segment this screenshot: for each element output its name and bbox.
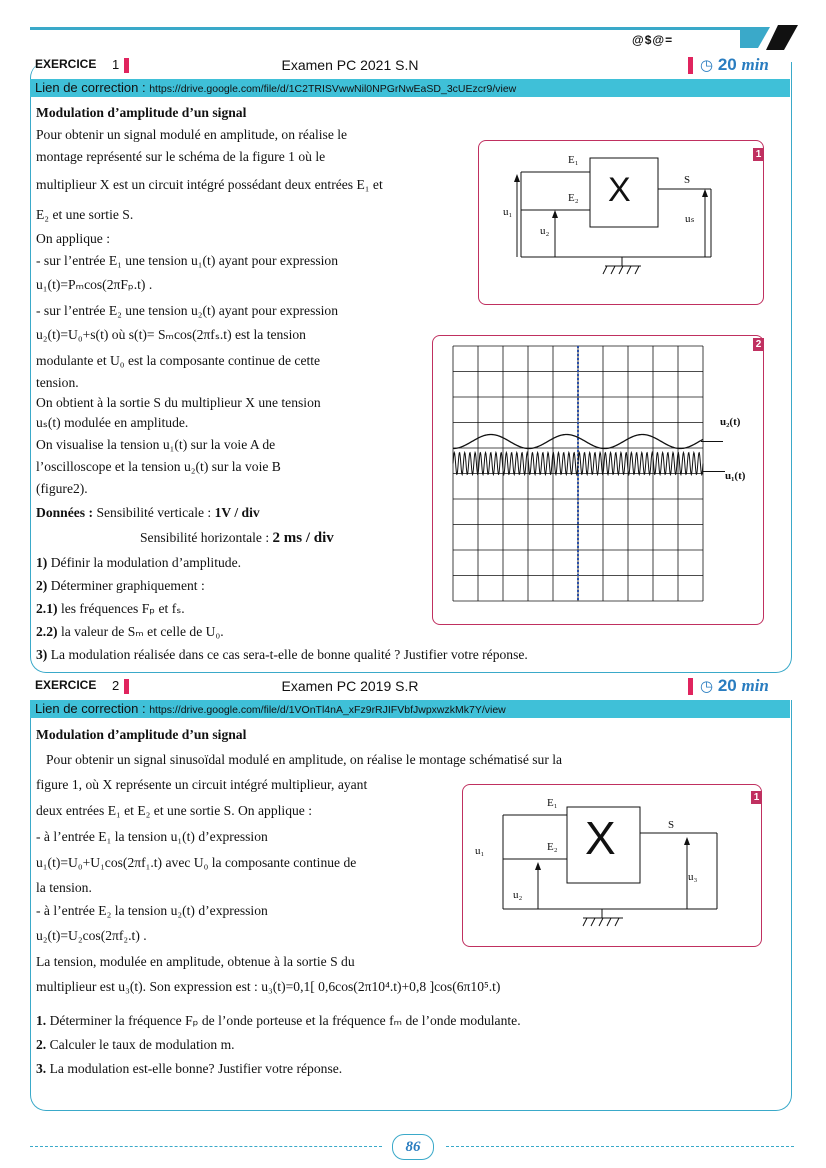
figure-tag: 1 <box>753 148 764 161</box>
circuit-diagram <box>463 785 761 946</box>
exercise-label: EXERCICE <box>35 57 97 71</box>
paragraph-line: - à l’entrée E₁ la tension u₁(t) d’expression <box>36 829 268 844</box>
paragraph-line: On visualise la tension u₁(t) sur la voie A de <box>36 437 276 452</box>
label-s: S <box>668 819 675 831</box>
exam-title: Examen PC 2019 S.R <box>281 678 419 694</box>
duration-badge <box>688 55 790 75</box>
figure-2-oscilloscope <box>432 335 764 625</box>
paragraph-line: (figure2). <box>36 481 88 496</box>
paragraph-line: On obtient à la sortie S du multiplieur X une tension <box>36 395 321 410</box>
question-1: 1) Définir la modulation d’amplitude. <box>36 555 242 570</box>
paragraph-line: multiplieur X est un circuit intégré possédant deux entrées E₁ et <box>36 177 383 192</box>
label-u1: u₁ <box>503 206 513 218</box>
paragraph-line: modulante et U₀ est la composante continue de cette <box>36 353 321 368</box>
paragraph-line: - à l’entrée E₂ la tension u₂(t) d’expression <box>36 903 268 918</box>
corner-decoration <box>740 22 800 52</box>
exercise-label: EXERCICE <box>35 678 97 692</box>
paragraph-line: - sur l’entrée E₂ une tension u₂(t) ayant pour expression <box>36 303 339 318</box>
data-vertical: Données : Sensibilité verticale : 1V / div <box>36 505 260 520</box>
link-label: Lien de correction : <box>35 80 146 95</box>
duration-unit: min <box>741 55 769 74</box>
label-u1t: u₁(t) <box>725 470 746 482</box>
formula-u2: u₂(t)=U₂cos(2πf₂.t) . <box>36 928 147 943</box>
question-3: 3) La modulation réalisée dans ce cas sera-t-elle de bonne qualité ? Justifier votre réponse. <box>36 647 528 662</box>
label-e1: E₁ <box>568 154 579 166</box>
paragraph-line: montage représenté sur le schéma de la figure 1 où le <box>36 149 326 164</box>
question-2-1: 2.1) les fréquences Fₚ et fₛ. <box>36 601 185 616</box>
label-u2: u₂ <box>513 889 523 901</box>
figure-1-circuit <box>478 140 764 305</box>
question-2-2: 2.2) la valeur de Sₘ et celle de U₀. <box>36 624 224 639</box>
figure-tag: 1 <box>751 791 762 804</box>
label-u2t: u₂(t) <box>720 416 741 428</box>
formula-u2: u₂(t)=U₀+s(t) où s(t)= Sₘcos(2πfₛ.t) est la tension <box>36 327 306 342</box>
paragraph-line: Pour obtenir un signal modulé en amplitude, on réalise le <box>36 127 348 142</box>
exercise-number: 1 <box>112 57 120 72</box>
section-title: Modulation d’amplitude d’un signal <box>36 727 247 742</box>
paragraph-line: E₂ et une sortie S. <box>36 207 134 222</box>
exercise-1-header <box>30 57 790 75</box>
question-2: 2. Calculer le taux de modulation m. <box>36 1037 235 1052</box>
paragraph-line: On applique : <box>36 231 110 246</box>
exercise-number: 2 <box>112 678 120 693</box>
formula-u1: u₁(t)=U₀+U₁cos(2πf₁.t) avec U₀ la composante continue de <box>36 855 357 870</box>
formula-u1: u₁(t)=Pₘcos(2πFₚ.t) . <box>36 277 153 292</box>
label-s: S <box>684 174 691 186</box>
duration-value: 20 <box>717 55 737 74</box>
paragraph-line: Pour obtenir un signal sinusoïdal modulé en amplitude, on réalise le montage schématisé sur la <box>46 752 563 767</box>
label-e2: E₂ <box>568 192 579 204</box>
correction-link[interactable]: https://drive.google.com/file/d/1C2TRISVwwNil0NPGrNwEaSD_3cUEzcr9/view <box>149 83 517 95</box>
paragraph-line: figure 1, où X représente un circuit intégré multiplieur, ayant <box>36 777 368 792</box>
duration-value: 20 <box>717 676 737 695</box>
paragraph-line: deux entrées E₁ et E₂ et une sortie S. On applique : <box>36 803 312 818</box>
paragraph-line: tension. <box>36 375 79 390</box>
formula-u3: multiplieur est u₃(t). Son expression est : u₃(t)=0,1[ 0,6cos(2π10⁴.t)+0,8 ]cos(6π10⁵.t) <box>36 979 501 994</box>
clock-icon: ◷ <box>700 57 714 74</box>
link-label: Lien de correction : <box>35 701 146 716</box>
section-title: Modulation d’amplitude d’un signal <box>36 105 247 120</box>
figure-tag: 2 <box>753 338 764 351</box>
correction-link[interactable]: https://drive.google.com/file/d/1VOnTl4nA_xFz9rRJIFVbfJwpxwzkMk7Y/view <box>149 704 506 716</box>
multiplier-x: X <box>608 171 631 209</box>
label-e2: E₂ <box>547 841 558 853</box>
oscilloscope-screen <box>433 336 763 624</box>
paragraph-line: - sur l’entrée E₁ une tension u₁(t) ayant pour expression <box>36 253 339 268</box>
clock-icon: ◷ <box>700 678 714 695</box>
paragraph-line: la tension. <box>36 880 92 895</box>
paragraph-line: l’oscilloscope et la tension u₂(t) sur la voie B <box>36 459 281 474</box>
page-number: 86 <box>392 1134 434 1160</box>
figure-1-circuit-ex2 <box>462 784 762 947</box>
duration-badge <box>688 676 790 696</box>
paragraph-line: uₛ(t) modulée en amplitude. <box>36 415 189 430</box>
question-1: 1. Déterminer la fréquence Fₚ de l’onde porteuse et la fréquence fₘ de l’onde modulante. <box>36 1013 521 1028</box>
footer-rule-right <box>446 1146 794 1147</box>
license-badge: @$@= <box>632 33 674 47</box>
paragraph-line: La tension, modulée en amplitude, obtenue à la sortie S du <box>36 954 355 969</box>
label-u1: u₁ <box>475 845 485 857</box>
exam-title: Examen PC 2021 S.N <box>281 57 419 73</box>
top-rule <box>30 27 750 30</box>
label-e1: E₁ <box>547 797 558 809</box>
duration-unit: min <box>741 676 769 695</box>
data-horizontal: Sensibilité horizontale : 2 ms / div <box>140 530 334 546</box>
exercise-2-header <box>30 678 790 696</box>
correction-link-bar <box>30 79 790 97</box>
question-2: 2) Déterminer graphiquement : <box>36 578 205 593</box>
multiplier-x: X <box>585 812 616 864</box>
question-3: 3. La modulation est-elle bonne? Justifier votre réponse. <box>36 1061 343 1076</box>
circuit-diagram <box>479 141 763 304</box>
label-u2: u₂ <box>540 225 550 237</box>
label-u3: u₃ <box>688 871 698 883</box>
label-us: uₛ <box>685 213 695 225</box>
footer-rule-left <box>30 1146 382 1147</box>
correction-link-bar <box>30 700 790 718</box>
